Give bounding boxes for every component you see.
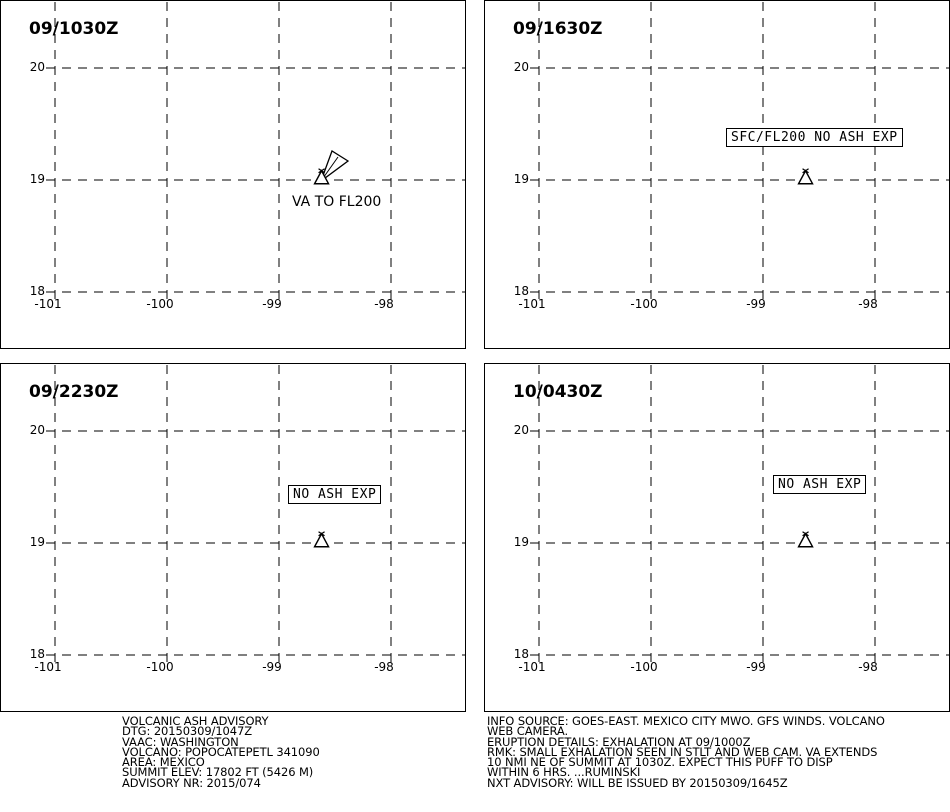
forecast-panel-2 — [484, 0, 950, 349]
lat-label-18: 18 — [29, 647, 45, 661]
lat-label-20: 20 — [29, 60, 45, 74]
lon-label-99: -99 — [746, 660, 766, 674]
advisory-line: WITHIN 6 HRS. ...RUMINSKI — [487, 765, 641, 780]
ash-annotation: NO ASH EXP — [773, 475, 866, 494]
lat-label-19: 19 — [29, 535, 45, 549]
lon-label-99: -99 — [262, 297, 282, 311]
advisory-line: VAAC: WASHINGTON — [122, 734, 239, 749]
lon-label-101: -101 — [34, 297, 62, 311]
lat-label-18: 18 — [513, 284, 529, 298]
lon-label-99: -99 — [262, 660, 282, 674]
lon-label-100: -100 — [630, 297, 658, 311]
advisory-line: AREA: MEXICO — [122, 755, 205, 770]
advisory-line: ADVISORY NR: 2015/074 — [122, 775, 261, 790]
lon-label-101: -101 — [518, 297, 546, 311]
advisory-line: RMK: SMALL EXHALATION SEEN IN STLT AND WEB CAM. VA EXTENDS — [487, 744, 878, 759]
advisory-line: INFO SOURCE: GOES-EAST. MEXICO CITY MWO. GFS WINDS. VOLCANO — [487, 714, 885, 728]
volcano-triangle-icon — [799, 532, 813, 547]
advisory-line: NXT ADVISORY: WILL BE ISSUED BY 20150309/1645Z — [487, 775, 788, 790]
forecast-panel-1 — [0, 0, 466, 349]
forecast-panel-3 — [0, 363, 466, 712]
lon-label-98: -98 — [374, 297, 394, 311]
volcano-triangle-icon — [799, 169, 813, 184]
lon-label-100: -100 — [146, 660, 174, 674]
lat-label-19: 19 — [513, 172, 529, 186]
lat-label-19: 19 — [513, 535, 529, 549]
lat-label-19: 19 — [29, 172, 45, 186]
forecast-panel-4 — [484, 363, 950, 712]
advisory-right-block — [487, 716, 885, 788]
advisory-line: 10 NMI NE OF SUMMIT AT 1030Z. EXPECT THIS PUFF TO DISP — [487, 755, 833, 770]
panel-time-label: 09/1630Z — [513, 19, 603, 39]
lat-label-18: 18 — [29, 284, 45, 298]
lon-label-100: -100 — [630, 660, 658, 674]
lat-label-18: 18 — [513, 647, 529, 661]
lon-label-100: -100 — [146, 297, 174, 311]
advisory-line: SUMMIT ELEV: 17802 FT (5426 M) — [122, 765, 314, 780]
advisory-left-block — [122, 716, 320, 788]
lat-label-20: 20 — [513, 60, 529, 74]
advisory-line: DTG: 20150309/1047Z — [122, 724, 252, 739]
ash-annotation: NO ASH EXP — [288, 485, 381, 504]
lon-label-98: -98 — [858, 660, 878, 674]
panel-time-label: 09/1030Z — [29, 19, 119, 39]
lat-label-20: 20 — [513, 423, 529, 437]
lon-label-101: -101 — [518, 660, 546, 674]
advisory-line: ERUPTION DETAILS: EXHALATION AT 09/1000Z — [487, 734, 751, 749]
lon-label-98: -98 — [374, 660, 394, 674]
advisory-line: WEB CAMERA. — [487, 724, 569, 739]
volcano-triangle-icon — [315, 532, 329, 547]
ash-annotation: SFC/FL200 NO ASH EXP — [726, 128, 903, 147]
panel-time-label: 10/0430Z — [513, 382, 603, 402]
lon-label-101: -101 — [34, 660, 62, 674]
lon-label-99: -99 — [746, 297, 766, 311]
lat-label-20: 20 — [29, 423, 45, 437]
panel-time-label: 09/2230Z — [29, 382, 119, 402]
ash-annotation: VA TO FL200 — [292, 194, 382, 210]
advisory-line: VOLCANO: POPOCATEPETL 341090 — [122, 744, 320, 759]
advisory-line: VOLCANIC ASH ADVISORY — [122, 714, 269, 728]
lon-label-98: -98 — [858, 297, 878, 311]
